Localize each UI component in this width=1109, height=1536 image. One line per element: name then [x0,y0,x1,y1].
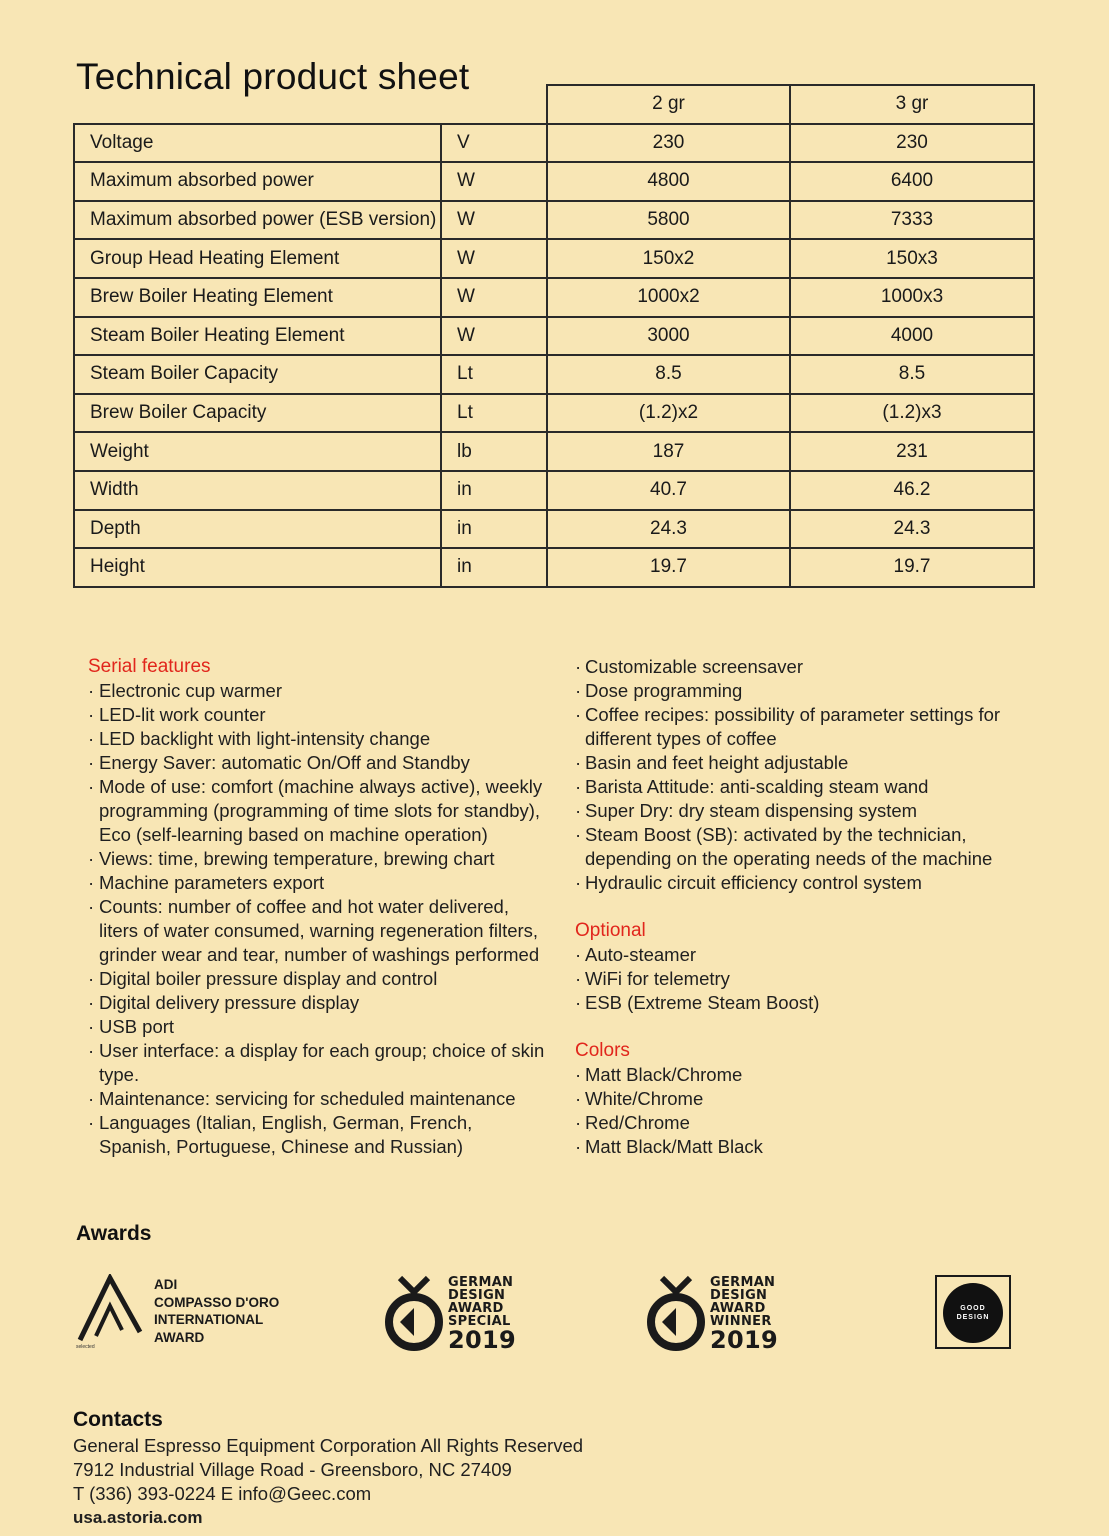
row-value-3gr: 6400 [790,162,1034,201]
list-item: · Machine parameters export [88,871,548,895]
list-item: · Customizable screensaver [575,655,1015,679]
list-item: · Mode of use: comfort (machine always active), weekly programming (programming of time slots for standby), Eco (self-learning based on machine operation) [88,775,548,847]
page-title: Technical product sheet [76,56,470,97]
good-design-icon [943,1283,1003,1343]
row-value-3gr: 46.2 [790,471,1034,510]
list-item: · Electronic cup warmer [88,679,548,703]
contacts-address: 7912 Industrial Village Road - Greensboro, NC 27409 [73,1459,512,1480]
contacts-block [73,1434,583,1530]
list-item: · Coffee recipes: possibility of parameter settings for different types of coffee [575,703,1015,751]
list-item: · Languages (Italian, English, German, French, Spanish, Portuguese, Chinese and Russian) [88,1111,548,1159]
column-header-3gr: 3 gr [790,85,1034,124]
row-unit: lb [441,432,547,471]
adi-line2: COMPASSO D'ORO [154,1294,280,1310]
german-design-award-winner-logo [646,1274,796,1354]
row-value-3gr: 19.7 [790,548,1034,587]
gda2-line2: DESIGN [710,1288,768,1303]
row-value-3gr: 8.5 [790,355,1034,394]
row-value-2gr: 5800 [547,201,790,240]
awards-heading: Awards [76,1222,152,1245]
list-item: · Maintenance: servicing for scheduled maintenance [88,1087,548,1111]
row-unit: W [441,317,547,356]
table-row [74,201,1034,240]
row-unit: W [441,239,547,278]
list-item: · ESB (Extreme Steam Boost) [575,991,1015,1015]
list-item: · LED backlight with light-intensity change [88,727,548,751]
row-value-2gr: 150x2 [547,239,790,278]
table-row [74,317,1034,356]
optional-heading: Optional [575,920,646,941]
list-item: · User interface: a display for each group; choice of skin type. [88,1039,548,1087]
spec-table [73,84,1035,588]
row-value-3gr: (1.2)x3 [790,394,1034,433]
row-value-2gr: 19.7 [547,548,790,587]
serial-features-list [88,679,548,1159]
list-item: · Dose programming [575,679,1015,703]
row-value-3gr: 231 [790,432,1034,471]
row-label: Maximum absorbed power (ESB version) [74,201,441,240]
good-line2: DESIGN [956,1314,990,1321]
row-unit: W [441,201,547,240]
row-value-2gr: (1.2)x2 [547,394,790,433]
serial-features-heading: Serial features [88,656,211,677]
list-item: · Super Dry: dry steam dispensing system [575,799,1015,823]
list-item: · White/Chrome [575,1087,1015,1111]
row-value-2gr: 24.3 [547,510,790,549]
row-value-3gr: 24.3 [790,510,1034,549]
table-row [74,162,1034,201]
table-row [74,239,1034,278]
list-item: · Digital delivery pressure display [88,991,548,1015]
row-unit: in [441,471,547,510]
german-design-award-special-logo [384,1274,534,1354]
row-value-2gr: 230 [547,124,790,163]
colors-list [575,1063,1015,1159]
table-row [74,278,1034,317]
adi-line4: AWARD [154,1329,205,1345]
adi-compasso-doro-logo [76,1274,316,1354]
row-value-3gr: 150x3 [790,239,1034,278]
row-label: Depth [74,510,441,549]
gda2-line4: WINNER [710,1314,772,1329]
row-unit: W [441,278,547,317]
gda1-year: 2019 [448,1326,516,1354]
table-row [74,471,1034,510]
column-header-2gr: 2 gr [547,85,790,124]
row-label: Voltage [74,124,441,163]
list-item: · Barista Attitude: anti-scalding steam wand [575,775,1015,799]
list-item: · Steam Boost (SB): activated by the technician, depending on the operating needs of the machine [575,823,1015,871]
serial-features-left [88,655,548,1159]
list-item: · WiFi for telemetry [575,967,1015,991]
contacts-company: General Espresso Equipment Corporation All Rights Reserved [73,1435,584,1456]
list-item: · Digital boiler pressure display and control [88,967,548,991]
list-item: · Counts: number of coffee and hot water delivered, liters of water consumed, warning regeneration filters, grinder wear and tear, number of washings performed [88,895,548,967]
row-unit: V [441,124,547,163]
list-item: · Views: time, brewing temperature, brewing chart [88,847,548,871]
gda1-line1: GERMAN [448,1275,514,1290]
table-row [74,394,1034,433]
adi-small-text: selected [76,1344,95,1350]
row-label: Weight [74,432,441,471]
row-label: Height [74,548,441,587]
row-value-2gr: 8.5 [547,355,790,394]
gda1-line4: SPECIAL [448,1314,511,1329]
contacts-phone-email: T (336) 393-0224 E info@Geec.com [73,1483,372,1504]
row-value-2gr: 187 [547,432,790,471]
row-label: Brew Boiler Capacity [74,394,441,433]
row-label: Group Head Heating Element [74,239,441,278]
gda2-line1: GERMAN [710,1275,776,1290]
row-value-2gr: 40.7 [547,471,790,510]
optional-list [575,943,1015,1015]
colors-heading: Colors [575,1040,630,1061]
table-row [74,432,1034,471]
row-unit: W [441,162,547,201]
compasso-icon [76,1274,148,1344]
adi-line3: INTERNATIONAL [154,1312,264,1327]
row-value-3gr: 1000x3 [790,278,1034,317]
row-unit: in [441,510,547,549]
good-design-logo [935,1275,1011,1349]
gda1-line2: DESIGN [448,1288,506,1303]
gda2-year: 2019 [710,1326,778,1354]
list-item: · Auto-steamer [575,943,1015,967]
row-value-2gr: 3000 [547,317,790,356]
german-design-award-icon [384,1274,444,1352]
serial-features-continued-list [575,655,1015,895]
row-label: Steam Boiler Heating Element [74,317,441,356]
list-item: · Basin and feet height adjustable [575,751,1015,775]
list-item: · Hydraulic circuit efficiency control system [575,871,1015,895]
row-label: Brew Boiler Heating Element [74,278,441,317]
table-header-row [74,85,1034,124]
row-unit: Lt [441,355,547,394]
row-value-2gr: 4800 [547,162,790,201]
row-label: Maximum absorbed power [74,162,441,201]
list-item: · Red/Chrome [575,1111,1015,1135]
gda1-line3: AWARD [448,1301,504,1316]
website-link[interactable]: usa.astoria.com [73,1508,203,1527]
row-unit: Lt [441,394,547,433]
row-value-3gr: 230 [790,124,1034,163]
list-item: · LED-lit work counter [88,703,548,727]
table-row [74,124,1034,163]
list-item: · Matt Black/Chrome [575,1063,1015,1087]
row-value-2gr: 1000x2 [547,278,790,317]
serial-features-right [575,655,1015,1159]
contacts-heading: Contacts [73,1408,163,1431]
table-row [74,548,1034,587]
row-value-3gr: 7333 [790,201,1034,240]
table-row [74,510,1034,549]
german-design-award-icon [646,1274,706,1352]
list-item: · Matt Black/Matt Black [575,1135,1015,1159]
list-item: · USB port [88,1015,548,1039]
row-label: Steam Boiler Capacity [74,355,441,394]
gda2-line3: AWARD [710,1301,766,1316]
good-line1: GOOD [960,1305,986,1312]
table-row [74,355,1034,394]
row-unit: in [441,548,547,587]
list-item: · Energy Saver: automatic On/Off and Standby [88,751,548,775]
row-value-3gr: 4000 [790,317,1034,356]
row-label: Width [74,471,441,510]
adi-line1: ADI [154,1277,178,1292]
